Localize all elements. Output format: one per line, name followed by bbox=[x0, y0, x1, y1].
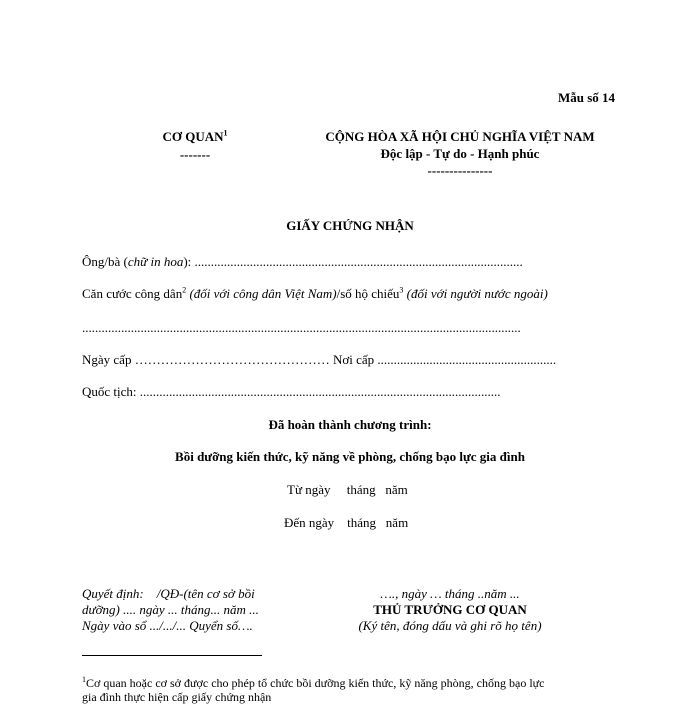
agency-dash: ------- bbox=[179, 147, 211, 162]
signature-title: THỦ TRƯỞNG CƠ QUAN bbox=[373, 602, 527, 617]
id-field bbox=[82, 286, 548, 302]
footnote-ref: 1 bbox=[82, 675, 86, 684]
national-header-line1: CỘNG HÒA XÃ HỘI CHỦ NGHĨA VIỆT NAM bbox=[325, 129, 595, 144]
issue-date-field: Ngày cấp ……………………………………… Nơi cấp ....................................................... bbox=[82, 352, 557, 367]
from-date: Từ ngày tháng năm bbox=[287, 482, 408, 497]
id-label: Căn cước công dân bbox=[82, 286, 183, 301]
agency-note-ref: 1 bbox=[223, 128, 228, 138]
footnote-text: Cơ quan hoặc cơ sở được cho phép tổ chức bồi dưỡng kiến thức, kỹ năng phòng, chống bạo lực bbox=[86, 676, 545, 690]
footnote-text2: gia đình thực hiện cấp giấy chứng nhận bbox=[82, 690, 272, 704]
name-label: Ông/bà ( bbox=[82, 254, 128, 269]
name-dots: ): ..................................................................................................... bbox=[183, 254, 523, 269]
nationality-field: Quốc tịch: ............................................................................................................... bbox=[82, 384, 501, 399]
footnote-divider bbox=[82, 655, 262, 656]
id-mid: /số hộ chiếu bbox=[336, 286, 400, 301]
national-header-dash: --------------- bbox=[427, 163, 493, 178]
id-note-ref: 2 bbox=[182, 285, 187, 295]
id-label-italic: (đối với công dân Việt Nam) bbox=[186, 286, 337, 301]
name-field bbox=[82, 254, 523, 270]
id-label-italic2: (đối với người nước ngoài) bbox=[403, 286, 548, 301]
dots-line: ....................................................................................................................................... bbox=[82, 320, 521, 335]
program-completed: Đã hoàn thành chương trình: bbox=[268, 417, 432, 432]
form-number: Mẫu số 14 bbox=[558, 90, 616, 105]
program-name: Bồi dưỡng kiến thức, kỹ năng về phòng, chống bạo lực gia đình bbox=[175, 449, 525, 464]
decision-line1: Quyết định: /QĐ-(tên cơ sở bồi bbox=[82, 586, 255, 601]
national-header bbox=[300, 129, 620, 179]
name-label-italic: chữ in hoa bbox=[127, 254, 184, 269]
national-header-line2: Độc lập - Tự do - Hạnh phúc bbox=[380, 146, 540, 161]
agency-block bbox=[140, 129, 250, 163]
decision-block bbox=[82, 586, 259, 634]
decision-line3: Ngày vào sổ .../.../... Quyển số…. bbox=[82, 618, 253, 633]
to-date: Đến ngày tháng năm bbox=[284, 515, 409, 530]
signature-block bbox=[330, 586, 570, 634]
agency-name: CƠ QUAN bbox=[162, 129, 224, 144]
signature-note: (Ký tên, đóng dấu và ghi rõ họ tên) bbox=[358, 618, 542, 633]
id-note-ref2: 3 bbox=[399, 285, 404, 295]
decision-line2: dưỡng) .... ngày ... tháng... năm ... bbox=[82, 602, 259, 617]
document-title: GIẤY CHỨNG NHẬN bbox=[286, 218, 414, 233]
signature-place-date: …., ngày … tháng ..năm ... bbox=[380, 586, 520, 601]
